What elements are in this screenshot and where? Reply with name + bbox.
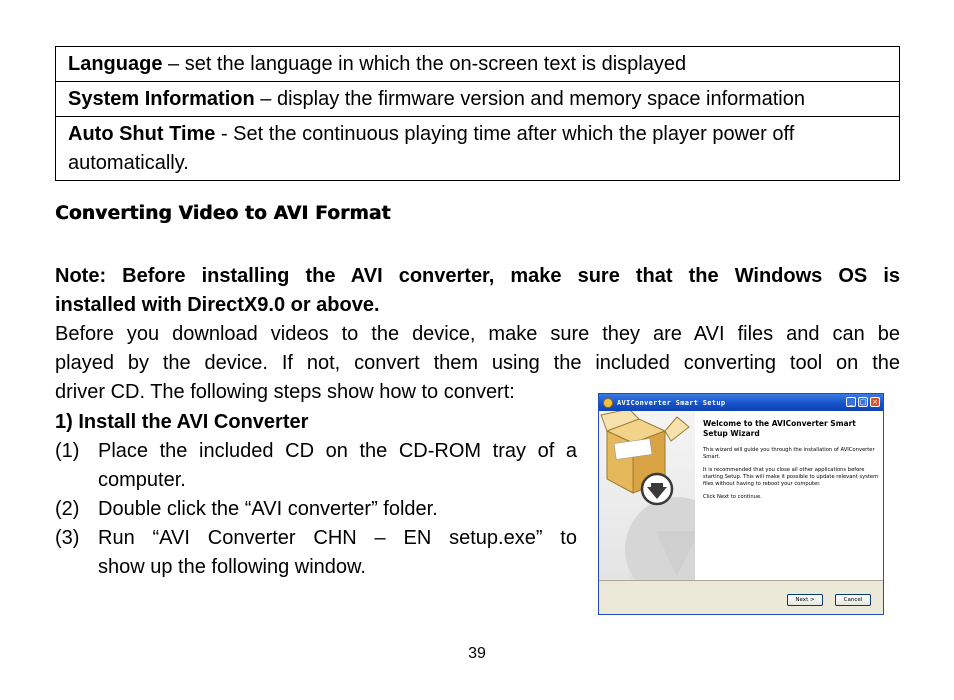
minimize-icon: _ xyxy=(846,397,856,407)
setup-wizard-screenshot xyxy=(598,393,884,615)
wizard-heading: Welcome to the AVIConverter Smart Setup Wizard xyxy=(703,419,856,438)
note-line: installed with DirectX9.0 or above. xyxy=(55,294,380,316)
step-number: (1) xyxy=(55,440,80,462)
step-text-cont: show up the following window. xyxy=(98,556,366,578)
table-cell xyxy=(56,47,900,82)
installer-icon xyxy=(603,398,613,408)
wizard-content xyxy=(703,419,879,507)
wizard-title: AVIConverter Smart Setup xyxy=(617,398,726,407)
table-row xyxy=(56,117,900,181)
close-icon: × xyxy=(870,397,880,407)
setting-description-cont: automatically. xyxy=(68,152,189,174)
window-controls xyxy=(846,397,880,407)
wizard-body xyxy=(599,411,883,580)
setting-description: - Set the continuous playing time after which the player power off xyxy=(215,123,795,145)
step-text-cont: computer. xyxy=(98,469,186,491)
body-line: driver CD. The following steps show how to convert: xyxy=(55,381,515,403)
setting-description: – set the language in which the on-screen text is displayed xyxy=(162,53,687,75)
step-number: (2) xyxy=(55,498,80,520)
wizard-paragraph: This wizard will guide you through the installation of AVIConverter Smart. xyxy=(703,447,875,460)
step-text: Double click the “AVI converter” folder. xyxy=(98,498,438,520)
cancel-button[interactable]: Cancel xyxy=(835,594,871,606)
note-line: Note: Before installing the AVI converter, make sure that the Windows OS is xyxy=(55,265,900,287)
step-number: (3) xyxy=(55,527,80,549)
maximize-icon: □ xyxy=(859,398,867,406)
steps-list xyxy=(55,437,577,582)
page-number: 39 xyxy=(468,645,486,662)
table-cell xyxy=(56,82,900,117)
note-paragraph xyxy=(55,262,900,320)
wizard-paragraph: It is recommended that you close all other applications before starting Setup. This will make it possible to update relevant system files without having to reboot your computer. xyxy=(703,467,879,487)
setting-term: System Information xyxy=(68,88,255,110)
step-heading: 1) Install the AVI Converter xyxy=(55,411,309,433)
setting-term: Auto Shut Time xyxy=(68,123,216,145)
settings-table xyxy=(55,46,900,181)
wizard-paragraph: Click Next to continue. xyxy=(703,494,762,500)
body-line: played by the device. If not, convert them using the included converting tool on the xyxy=(55,352,900,374)
step-text: Run “AVI Converter CHN – EN setup.exe” to xyxy=(98,527,577,549)
setting-description: – display the firmware version and memory space information xyxy=(254,88,805,110)
list-item xyxy=(55,524,577,582)
list-item xyxy=(55,437,577,495)
next-button[interactable]: Next > xyxy=(787,594,823,606)
table-cell xyxy=(56,117,900,181)
step-text: Place the included CD on the CD-ROM tray of a xyxy=(98,440,577,462)
setting-term: Language xyxy=(68,53,163,75)
section-heading: Converting Video to AVI Format xyxy=(55,203,391,224)
body-line: Before you download videos to the device, make sure they are AVI files and can be xyxy=(55,323,900,345)
list-item xyxy=(55,495,577,524)
box-install-icon xyxy=(599,411,695,580)
wizard-title-bar xyxy=(599,394,883,411)
wizard-side-graphic xyxy=(599,411,695,580)
wizard-footer xyxy=(599,580,883,614)
table-row xyxy=(56,82,900,117)
table-row xyxy=(56,47,900,82)
